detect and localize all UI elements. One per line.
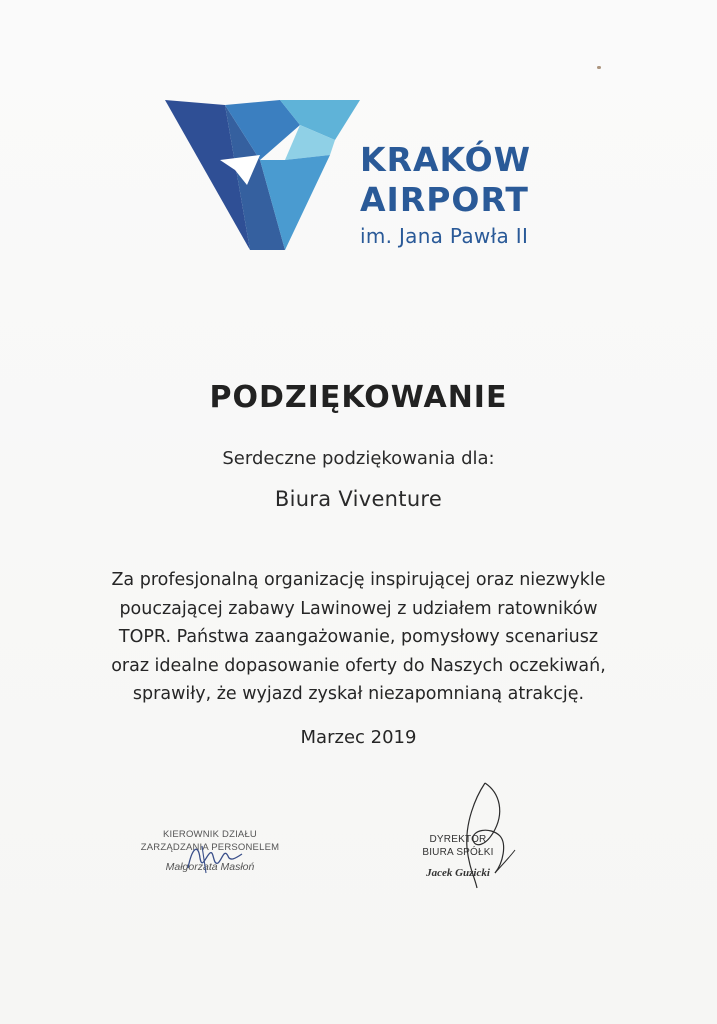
signature-block-left xyxy=(130,828,290,873)
signature-right-role-line1: DYREKTOR xyxy=(429,834,487,845)
logo-line-patron: im. Jana Pawła II xyxy=(360,224,529,248)
certificate-body xyxy=(40,566,677,709)
signature-right-role-line2: BIURA SPÓŁKI xyxy=(422,847,494,858)
body-line-1: Za profesjonalną organizację inspirującej oraz niezwykle xyxy=(111,570,606,590)
logo-line-krakow: KRAKÓW xyxy=(360,140,532,179)
signature-block-right xyxy=(398,833,518,879)
krakow-airport-logo-icon xyxy=(165,100,365,255)
signature-left-role-line2: ZARZĄDZANIA PERSONELEM xyxy=(140,842,280,853)
certificate-date: Marzec 2019 xyxy=(300,727,417,748)
certificate-subtitle: Serdeczne podziękowania dla: xyxy=(222,448,495,469)
body-line-5: sprawiły, że wyjazd zyskał niezapomnianą atrakcję. xyxy=(132,684,585,704)
body-line-4: oraz idealne dopasowanie oferty do Naszych oczekiwań, xyxy=(111,655,606,676)
certificate-recipient: Biura Viventure xyxy=(274,487,443,511)
body-line-3: TOPR. Państwa zaangażowanie, pomysłowy scenariusz xyxy=(118,627,599,647)
signature-left-name: Małgorzata Masłoń xyxy=(165,861,255,873)
signature-left-role-line1: KIEROWNIK DZIAŁU xyxy=(163,829,257,840)
logo-line-airport: AIRPORT xyxy=(360,180,529,219)
paper-speck xyxy=(597,66,601,69)
body-line-2: pouczającej zabawy Lawinowej z udziałem ratowników xyxy=(119,598,598,619)
signature-right-name: Jacek Guzicki xyxy=(426,867,490,879)
logo-wordmark xyxy=(360,140,590,248)
certificate-title: PODZIĘKOWANIE xyxy=(209,380,508,415)
